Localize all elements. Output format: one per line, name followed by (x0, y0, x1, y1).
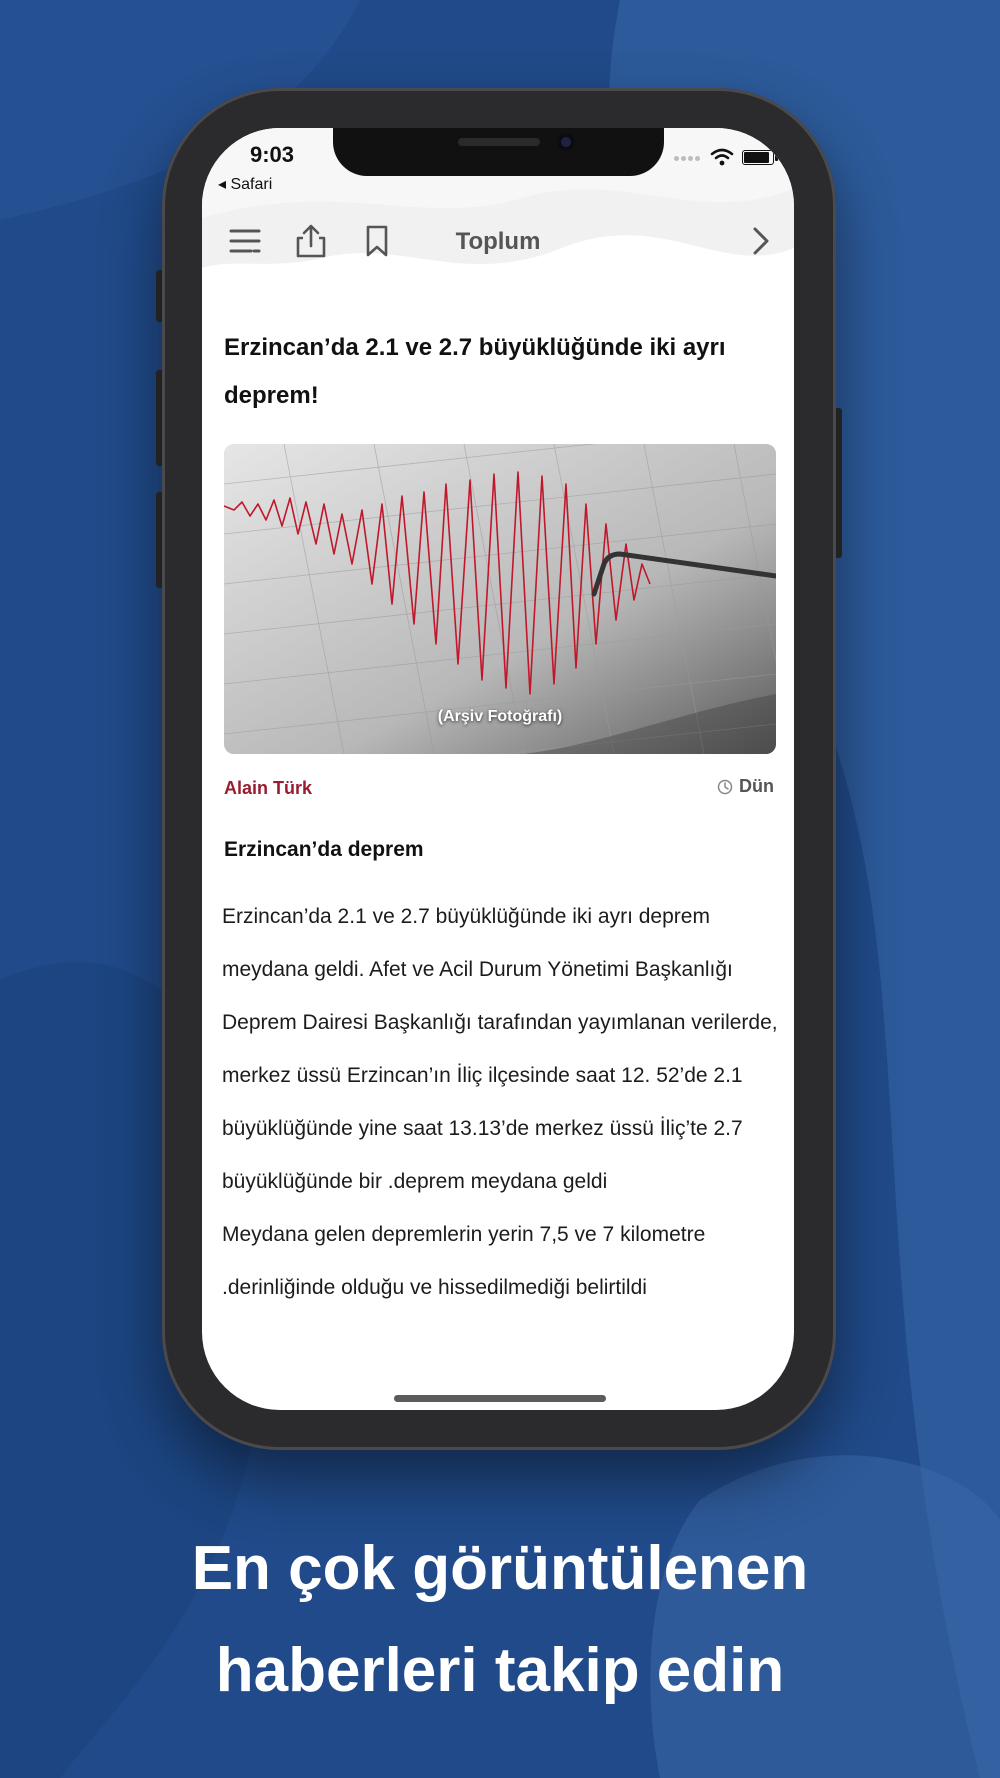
earpiece-speaker (458, 138, 540, 146)
article-headline: Erzincan’da 2.1 ve 2.7 büyüklüğünde iki ayrı deprem! (224, 334, 726, 409)
clock-icon (717, 779, 733, 795)
article-photo[interactable] (224, 444, 776, 754)
category-title: Toplum (455, 228, 541, 255)
back-to-safari-link[interactable]: ◂ Safari (218, 176, 273, 193)
author-link[interactable]: Alain Türk (224, 778, 313, 798)
status-indicators (674, 148, 774, 166)
tagline-line-2: haberleri takip edin (215, 1636, 785, 1705)
tagline-line-1: En çok görüntülenen (191, 1534, 809, 1603)
home-indicator[interactable] (394, 1395, 606, 1402)
battery-level (744, 152, 769, 163)
signal-icon (674, 148, 702, 166)
publish-time-label: Dün (739, 776, 774, 796)
article-toolbar (202, 206, 794, 276)
phone-screen (202, 128, 794, 1410)
chevron-right-icon[interactable] (742, 222, 780, 260)
notch (333, 128, 664, 176)
promo-tagline (0, 1518, 1000, 1722)
front-camera (557, 133, 575, 151)
wifi-icon (710, 148, 734, 166)
photo-caption: (Arşiv Fotoğrafı) (437, 708, 563, 725)
article-body (222, 890, 778, 1314)
article-paragraph: Erzincan’da 2.1 ve 2.7 büyüklüğünde iki ayrı deprem meydana geldi. Afet ve Acil Durum Yönetimi Başkanlığı Deprem Dairesi Başkanlığı tarafından yayımlanan verilerde, merkez üssü Erzincan’ın İliç ilçesinde saat 12. 52’de 2.1 büyüklüğünde yine saat 13.13’de merkez üssü İliç’te 2.7 büyüklüğünde bir .deprem meydana geldi (222, 905, 778, 1193)
article-paragraph: Meydana gelen depremlerin yerin 7,5 ve 7 kilometre .derinliğinde olduğu ve hissedilmediği belirtildi (222, 1223, 706, 1299)
article-subheading: Erzincan’da deprem (224, 838, 424, 861)
status-time: 9:03 (250, 142, 295, 167)
publish-time (717, 776, 774, 797)
battery-icon (742, 150, 774, 165)
